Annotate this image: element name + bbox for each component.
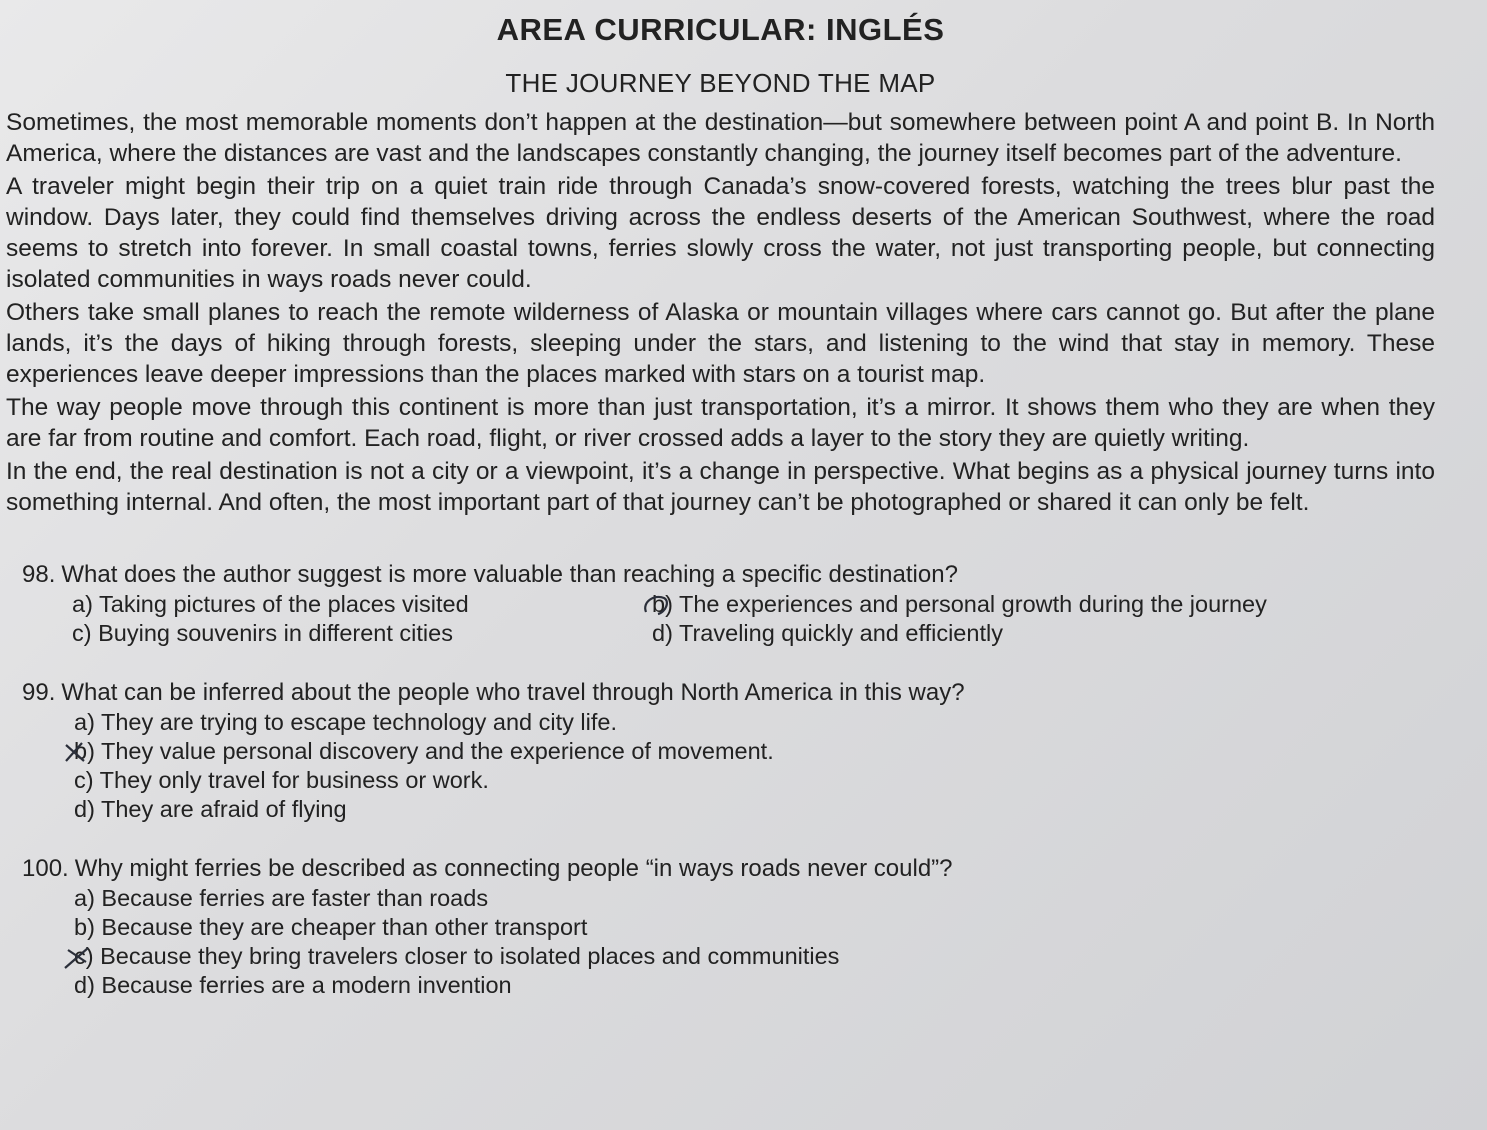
option-label: b) They value personal discovery and the experience of movement.	[74, 738, 774, 764]
question-100	[6, 854, 1435, 1000]
answer-option-d[interactable]	[652, 619, 1435, 648]
option-label: a) Taking pictures of the places visited	[72, 591, 469, 617]
option-label: b) The experiences and personal growth during the journey	[652, 591, 1267, 617]
question-99	[6, 678, 1435, 824]
answer-options	[74, 884, 1435, 1000]
answer-option-d[interactable]	[74, 795, 1435, 824]
answer-option-b[interactable]	[74, 913, 1435, 942]
passage-paragraph: A traveler might begin their trip on a quiet train ride through Canada’s snow-covered forests, watching the trees blur past the window. Days later, they could find themselves driving across the endless deserts of the American Southwest, where the road seems to stretch into forever. In small coastal towns, ferries slowly cross the water, not just transporting people, but connecting isolated communities in ways roads never could.	[6, 173, 1435, 293]
reading-title: THE JOURNEY BEYOND THE MAP	[505, 68, 936, 98]
question-number: 98.	[22, 561, 56, 588]
answer-option-d[interactable]	[74, 971, 1435, 1000]
passage-paragraph: The way people move through this continent is more than just transportation, it’s a mirror. It shows them who they are when they are far from routine and comfort. Each road, flight, or river crossed adds a layer to the story they are quietly writing.	[6, 394, 1435, 452]
option-label: b) Because they are cheaper than other transport	[74, 914, 588, 940]
option-label: a) Because ferries are faster than roads	[74, 885, 489, 911]
answer-option-c[interactable]	[72, 619, 652, 648]
passage-paragraph: Others take small planes to reach the remote wilderness of Alaska or mountain villages where cars cannot go. But after the plane lands, it’s the days of hiking through forests, sleeping under the stars, and listening to the wind that stay in memory. These experiences leave deeper impressions than the places marked with stars on a tourist map.	[6, 299, 1435, 388]
answer-option-b[interactable]	[74, 737, 1435, 766]
option-label: c) They only travel for business or work.	[74, 767, 489, 793]
question-text: Why might ferries be described as connecting people “in ways roads never could”?	[74, 855, 953, 882]
question-text: What can be inferred about the people who travel through North America in this way?	[61, 679, 965, 706]
option-label: a) They are trying to escape technology and city life.	[74, 709, 617, 735]
option-label: c) Because they bring travelers closer to isolated places and communities	[74, 943, 840, 969]
answer-options	[72, 590, 1435, 648]
answer-options	[74, 708, 1435, 824]
answer-option-c[interactable]	[74, 766, 1435, 795]
question-text: What does the author suggest is more valuable than reaching a specific destination?	[61, 561, 958, 588]
answer-option-c[interactable]	[74, 942, 1435, 971]
question-list	[6, 560, 1435, 1000]
question-prompt	[22, 854, 1435, 884]
answer-option-a[interactable]	[72, 590, 652, 619]
passage-paragraph: Sometimes, the most memorable moments don’t happen at the destination—but somewhere between point A and point B. In North America, where the distances are vast and the landscapes constantly changing, the journey itself becomes part of the adventure.	[6, 109, 1435, 167]
question-prompt	[22, 560, 1435, 590]
passage-paragraph: In the end, the real destination is not a city or a viewpoint, it’s a change in perspective. What begins as a physical journey turns into something internal. And often, the most important part of that journey can’t be photographed or shared it can only be felt.	[6, 458, 1435, 516]
option-label: d) They are afraid of flying	[74, 796, 347, 822]
question-number: 99.	[22, 679, 56, 706]
answer-option-b[interactable]	[652, 590, 1435, 619]
option-label: c) Buying souvenirs in different cities	[72, 620, 453, 646]
option-label: d) Because ferries are a modern invention	[74, 972, 512, 998]
subject-heading: AREA CURRICULAR: INGLÉS	[496, 12, 945, 47]
reading-passage	[6, 107, 1435, 518]
answer-option-a[interactable]	[74, 884, 1435, 913]
answer-option-a[interactable]	[74, 708, 1435, 737]
question-98	[6, 560, 1435, 648]
option-label: d) Traveling quickly and efficiently	[652, 620, 1003, 646]
question-number: 100.	[22, 855, 69, 882]
question-prompt	[22, 678, 1435, 708]
